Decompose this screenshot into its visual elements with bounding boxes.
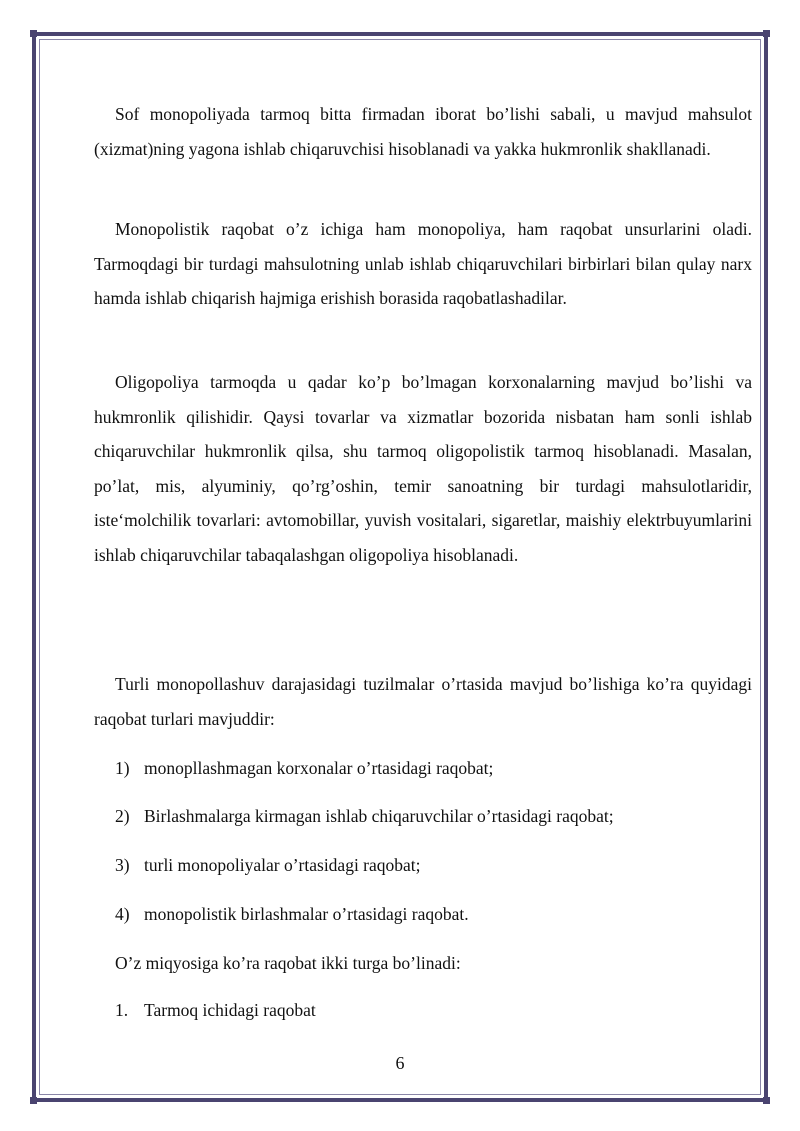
paragraph-monopolistic-competition: Monopolistik raqobat o’z ichiga ham monopoliya, ham raqobat unsurlarini oladi. Tarmoqdagi bir turdagi mahsulotning unlab ishlab chiqaruvchilari birbirlari bilan qulay narx hamda ishlab chiqarish hajmiga erishish borasida raqobatlashadilar. (94, 219, 752, 308)
list-item-number: 1) (115, 758, 130, 778)
list-item-number: 2) (115, 806, 130, 826)
list-item (115, 995, 316, 1025)
list-item-text: turli monopoliyalar o’rtasidagi raqobat; (144, 855, 421, 875)
paragraph-competition-types-intro: Turli monopollashuv darajasidagi tuzilmalar o’rtasida mavjud bo’lishiga ko’ra quyidagi raqobat turlari mavjuddir: (94, 674, 752, 729)
list-item-number: 1. (115, 1000, 129, 1020)
list-item-number: 4) (115, 904, 130, 924)
list-item (115, 850, 421, 880)
border-corner (763, 30, 770, 37)
border-corner (30, 1097, 37, 1104)
paragraph-oligopoly: Oligopoliya tarmoqda u qadar ko’p bo’lmagan korxonalarning mavjud bo’lishi va hukmronlik qilishidir. Qaysi tovarlar va xizmatlar bozorida nisbatan ham sonli ishlab chiqaruvchilar hukmronlik qilsa, shu tarmoq oligopolistik tarmoq hisoblanadi. Masalan, po’lat, mis, alyuminiy, qo’rg’oshin, temir sanoatning bir turdagi mahsulotlaridir, iste‘molchilik tovarlari: avtomobillar, yuvish vositalari, sigaretlar, maishiy elektrbuyumlarini ishlab chiqaruvchilar tabaqalashgan oligopoliya hisoblanadi. (94, 372, 752, 565)
list-item-number: 3) (115, 855, 130, 875)
paragraph-pure-monopoly: Sof monopoliyada tarmoq bitta firmadan iborat bo’lishi sabali, u mavjud mahsulot (xizmat)ning yagona ishlab chiqaruvchisi hisoblanadi va yakka hukmronlik shakllanadi. (94, 104, 752, 159)
border-corner (30, 30, 37, 37)
list-item (115, 753, 493, 783)
border-corner (763, 1097, 770, 1104)
list-item-text: monopllashmagan korxonalar o’rtasidagi raqobat; (144, 758, 494, 778)
scale-division-line: O’z miqyosiga ko’ra raqobat ikki turga bo’linadi: (115, 953, 461, 973)
list-item-text: Birlashmalarga kirmagan ishlab chiqaruvchilar o’rtasidagi raqobat; (144, 806, 614, 826)
list-item-text: Tarmoq ichidagi raqobat (144, 1000, 316, 1020)
page-number: 6 (395, 1053, 405, 1073)
list-item (115, 899, 469, 929)
list-item (115, 801, 614, 831)
list-item-text: monopolistik birlashmalar o’rtasidagi raqobat. (144, 904, 469, 924)
